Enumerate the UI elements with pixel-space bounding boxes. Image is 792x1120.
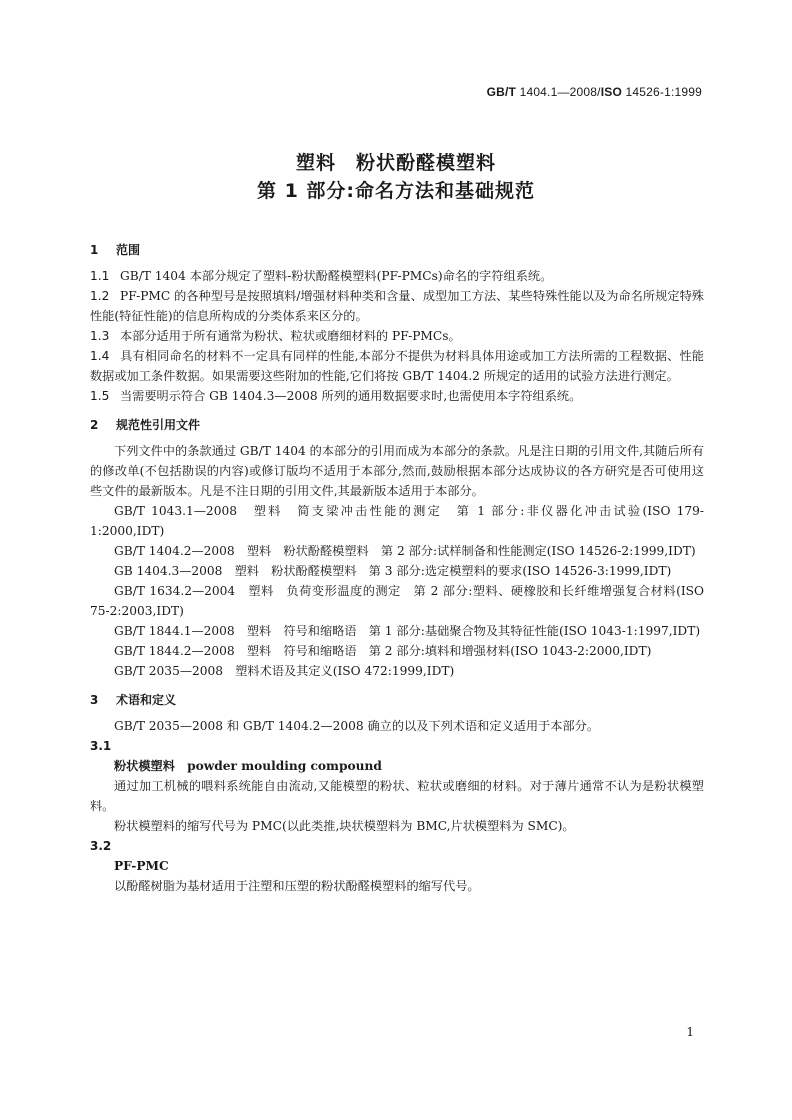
section-number: 3	[90, 693, 99, 707]
section-3-heading	[90, 690, 704, 710]
clause-text: 本部分适用于所有通常为粉状、粒状或磨细材料的 PF-PMCs。	[120, 329, 461, 343]
clause-text: GB/T 1404 本部分规定了塑料-粉状酚醛模塑料(PF-PMCs)命名的字符组系统。	[120, 269, 553, 283]
reference-item: GB/T 1404.2—2008 塑料 粉状酚醛模塑料 第 2 部分:试样制备和性能测定(ISO 14526-2:1999,IDT)	[114, 544, 696, 558]
std-gb-label: GB/T	[486, 85, 517, 99]
section-title: 范围	[116, 243, 141, 257]
clause-1-1	[90, 266, 704, 286]
page-number: 1	[686, 1025, 694, 1039]
reference-item: GB/T 2035—2008 塑料术语及其定义(ISO 472:1999,IDT)	[114, 664, 455, 678]
term-definition: 以酚醛树脂为基材适用于注塑和压塑的粉状酚醛模塑料的缩写代号。	[114, 879, 480, 893]
term-name: PF-PMC	[114, 859, 169, 873]
clause-1-2	[90, 286, 704, 326]
reference-item: GB/T 1844.1—2008 塑料 符号和缩略语 第 1 部分:基础聚合物及其特征性能(ISO 1043-1:1997,IDT)	[114, 624, 701, 638]
clause-number: 1.4	[90, 349, 110, 363]
document-body	[90, 240, 704, 896]
term-note: 粉状模塑料的缩写代号为 PMC(以此类推,块状模塑料为 BMC,片状模塑料为 SMC)。	[114, 819, 575, 833]
clause-text: 当需要明示符合 GB 1404.3—2008 所列的通用数据要求时,也需使用本字符组系统。	[120, 389, 582, 403]
section-2-heading	[90, 415, 704, 435]
std-iso-label: ISO	[600, 85, 622, 99]
term-definition: 通过加工机械的喂料系统能自由流动,又能模塑的粉状、粒状或磨细的材料。对于薄片通常不认为是粉状模塑料。	[90, 779, 704, 813]
term-number: 3.1	[90, 739, 112, 753]
terms-intro: GB/T 2035—2008 和 GB/T 1404.2—2008 确立的以及下列术语和定义适用于本部分。	[114, 719, 600, 733]
clause-number: 1.2	[90, 289, 110, 303]
section-number: 1	[90, 243, 99, 257]
reference-item: GB/T 1844.2—2008 塑料 符号和缩略语 第 2 部分:填料和增强材料(ISO 1043-2:2000,IDT)	[114, 644, 652, 658]
section-title: 术语和定义	[116, 693, 177, 707]
clause-text: 具有相同命名的材料不一定具有同样的性能,本部分不提供为材料具体用途或加工方法所需的工程数据、性能数据或加工条件数据。如果需要这些附加的性能,它们将按 GB/T 1404.2 所规定的适用的试验方法进行测定。	[90, 349, 704, 383]
clause-number: 1.1	[90, 269, 110, 283]
clause-text: PF-PMC 的各种型号是按照填料/增强材料种类和含量、成型加工方法、某些特殊性能以及为命名所规定特殊性能(特征性能)的信息所构成的分类体系来区分的。	[90, 289, 704, 323]
clause-1-3	[90, 326, 704, 346]
normative-references-intro: 下列文件中的条款通过 GB/T 1404 的本部分的引用而成为本部分的条款。凡是注日期的引用文件,其随后所有的修改单(不包括勘误的内容)或修订版均不适用于本部分,然而,鼓励根据本部分达成协议的各方研究是否可使用这些文件的最新版本。凡是不注日期的引用文件,其最新版本适用于本部分。	[90, 444, 704, 498]
clause-1-5	[90, 386, 704, 406]
reference-item: GB 1404.3—2008 塑料 粉状酚醛模塑料 第 3 部分:选定模塑料的要求(ISO 14526-3:1999,IDT)	[114, 564, 672, 578]
section-number: 2	[90, 418, 99, 432]
reference-item: GB/T 1043.1—2008 塑料 简支梁冲击性能的测定 第 1 部分:非仪器化冲击试验(ISO 179-1:2000,IDT)	[90, 504, 704, 538]
section-1-heading	[90, 240, 704, 260]
reference-item: GB/T 1634.2—2004 塑料 负荷变形温度的测定 第 2 部分:塑料、硬橡胶和长纤维增强复合材料(ISO 75-2:2003,IDT)	[90, 584, 704, 618]
standard-number-header	[487, 82, 702, 102]
section-title: 规范性引用文件	[116, 418, 201, 432]
clause-number: 1.5	[90, 389, 110, 403]
document-subtitle: 第 1 部分:命名方法和基础规范	[256, 180, 536, 202]
document-title: 塑料 粉状酚醛模塑料	[295, 152, 496, 174]
term-name: 粉状模塑料 powder moulding compound	[114, 759, 382, 773]
std-iso-number: 14526-1:1999	[621, 85, 702, 99]
clause-1-4	[90, 346, 704, 386]
std-gb-number: 1404.1—2008/	[516, 85, 601, 99]
term-number: 3.2	[90, 839, 112, 853]
clause-number: 1.3	[90, 329, 110, 343]
